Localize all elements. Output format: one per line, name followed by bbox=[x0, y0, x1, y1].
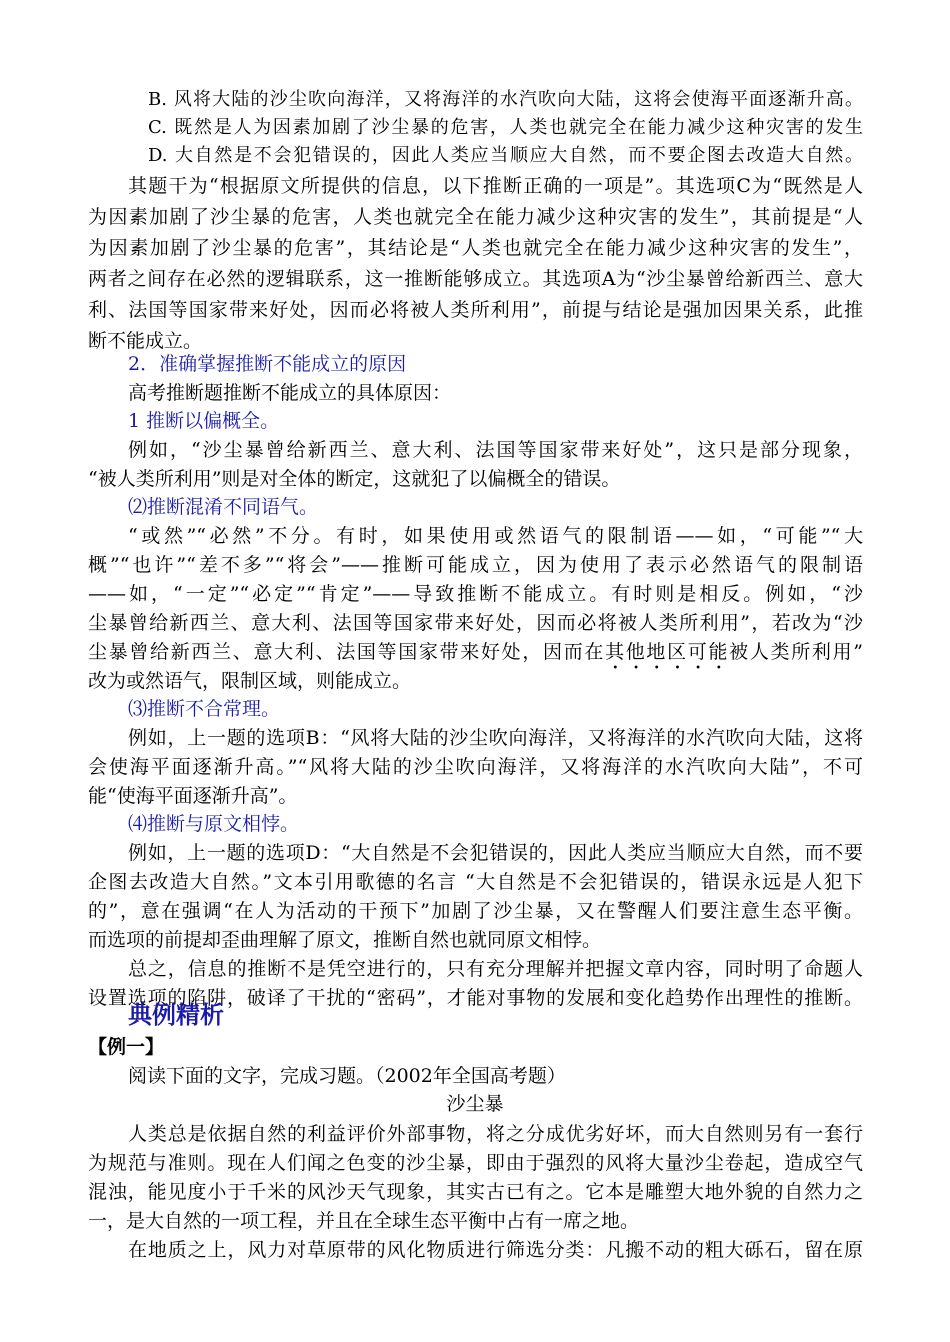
paragraph-line: ——如，“一定”“必定”“肯定”——导致推断不能成立。有时则是相反。例如，“沙 bbox=[88, 583, 863, 605]
reason-1-title: 1 推断以偏概全。 bbox=[128, 410, 280, 432]
emphasized-text: 其他地区可能 bbox=[605, 641, 730, 663]
paragraph-line: “被人类所利用”则是对全体的断定，这就犯了以偏概全的错误。 bbox=[88, 468, 621, 490]
paragraph-line: 尘暴曾给新西兰、意大利、法国等国家带来好处，因而必将被人类所利用”，若改为“沙 bbox=[88, 612, 863, 634]
paragraph-line: 为因素加剧了沙尘暴的危害，人类也就完全在能力减少这种灾害的发生”，其前提是“人 bbox=[88, 206, 863, 228]
paragraph-line: 总之，信息的推断不是凭空进行的，只有充分理解并把握文章内容，同时明了命题人 bbox=[128, 958, 863, 980]
paragraph-line: 例如，“沙尘暴曾给新西兰、意大利、法国等国家带来好处”，这只是部分现象， bbox=[128, 439, 863, 461]
paragraph-line: 的”，意在强调“在人为活动的干预下”加剧了沙尘暴，又在警醒人们要注意生态平衡。 bbox=[88, 900, 863, 922]
example-tag: 【例一】 bbox=[88, 1036, 165, 1058]
option-d: D. 大自然是不会犯错误的，因此人类应当顺应大自然，而不要企图去改造大自然。 bbox=[148, 145, 863, 166]
paragraph-line: 在地质之上，风力对草原带的风化物质进行筛选分类：凡搬不动的粗大砾石，留在原 bbox=[128, 1239, 863, 1261]
option-c: C. 既然是人为因素加剧了沙尘暴的危害，人类也就完全在能力减少这种灾害的发生 bbox=[148, 117, 863, 138]
paragraph-line: 混浊，能见度小于千米的风沙天气现象，其实古已有之。它本是雕塑大地外貌的自然力之 bbox=[88, 1181, 863, 1203]
paragraph-line: 利、法国等国家带来好处，因而必将被人类所利用”，前提与结论是强加因果关系，此推 bbox=[88, 299, 863, 321]
example-intro: 阅读下面的文字，完成习题。（2002年全国高考题） bbox=[128, 1065, 566, 1087]
article-title: 沙尘暴 bbox=[446, 1093, 504, 1115]
paragraph-line: 两者之间存在必然的逻辑联系，这一推断能够成立。其选项A为“沙尘暴曾给新西兰、意大 bbox=[88, 268, 863, 290]
paragraph-line: 为规范与准则。现在人们闻之色变的沙尘暴，即由于强烈的风将大量沙尘卷起，造成空气 bbox=[88, 1152, 863, 1174]
text-segment: 被人类所利用” bbox=[729, 641, 863, 663]
section-heading: 典例精析 bbox=[128, 1001, 224, 1029]
paragraph-line: “或然”“必然”不分。有时，如果使用或然语气的限制语——如，“可能”“大 bbox=[128, 525, 863, 547]
paragraph-line: 例如，上一题的选项B：“风将大陆的沙尘吹向海洋，又将海洋的水汽吹向大陆，这将 bbox=[128, 727, 863, 749]
paragraph-line: 改为或然语气，限制区域，则能成立。 bbox=[88, 670, 412, 692]
paragraph-line: 例如，上一题的选项D：“大自然是不会犯错误的，因此人类应当顺应大自然，而不要 bbox=[128, 842, 863, 864]
reason-2-title: ⑵推断混淆不同语气。 bbox=[128, 496, 319, 518]
paragraph-line: 企图去改造大自然。”文本引用歌德的名言 “大自然是不会犯错误的，错误永远是人犯下 bbox=[88, 871, 863, 893]
paragraph-line: 其题干为“根据原文所提供的信息，以下推断正确的一项是”。其选项C为“既然是人 bbox=[128, 175, 863, 197]
text-segment: 尘暴曾给新西兰、意大利、法国等国家带来好处，因而在 bbox=[88, 641, 606, 663]
paragraph-line: 一，是大自然的一项工程，并且在全球生态平衡中占有一席之地。 bbox=[88, 1210, 640, 1232]
section-title: 2．准确掌握推断不能成立的原因 bbox=[128, 353, 407, 375]
paragraph-line: 人类总是依据自然的利益评价外部事物，将之分成优劣好坏，而大自然则另有一套行 bbox=[128, 1123, 863, 1145]
reason-4-title: ⑷推断与原文相悖。 bbox=[128, 813, 300, 835]
reason-3-title: ⑶推断不合常理。 bbox=[128, 698, 281, 720]
paragraph-line: 断不能成立。 bbox=[88, 330, 203, 352]
paragraph-line: 会使海平面逐渐升高。”“风将大陆的沙尘吹向海洋，又将海洋的水汽吹向大陆”，不可 bbox=[88, 756, 863, 778]
section-intro: 高考推断题推断不能成立的具体原因： bbox=[128, 382, 452, 404]
option-b: B. 风将大陆的沙尘吹向海洋，又将海洋的水汽吹向大陆，这将会使海平面逐渐升高。 bbox=[148, 89, 863, 110]
paragraph-line: 而选项的前提却歪曲理解了原文，推断自然也就同原文相悖。 bbox=[88, 929, 602, 951]
paragraph-line: 设置选项的陷阱，破译了干扰的“密码”，才能对事物的发展和变化趋势作出理性的推断。 bbox=[88, 987, 863, 1009]
paragraph-line: 能“使海平面逐渐升高”。 bbox=[88, 785, 298, 807]
paragraph-line: 概”“也许”“差不多”“将会”——推断可能成立，因为使用了表示必然语气的限制语 bbox=[88, 554, 863, 576]
paragraph-line: 为因素加剧了沙尘暴的危害”，其结论是“人类也就完全在能力减少这种灾害的发生”， bbox=[88, 237, 863, 259]
